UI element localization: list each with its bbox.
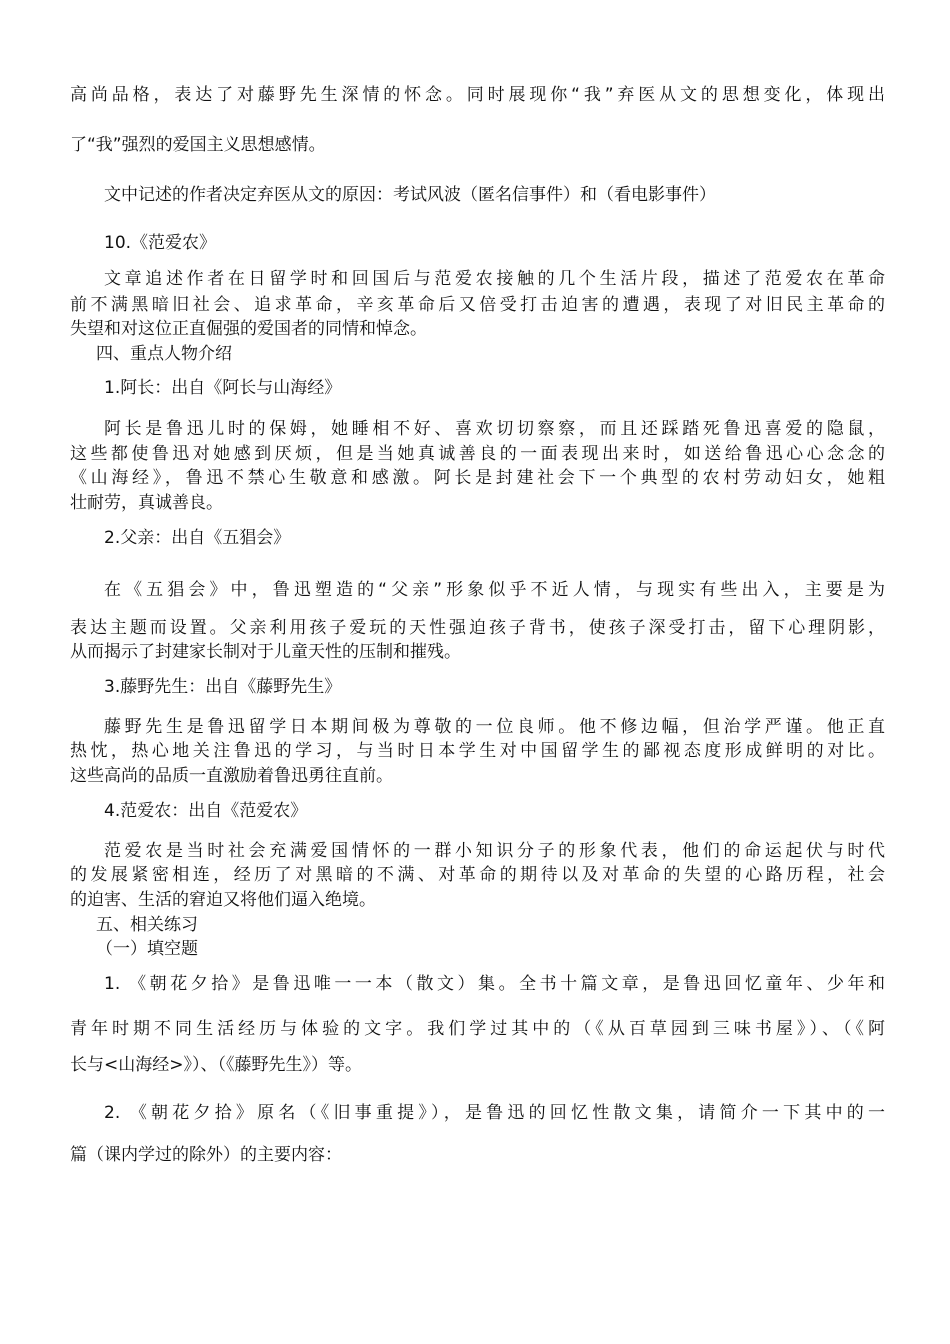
paragraph-line: 从而揭示了封建家长制对于儿童天性的压制和摧残。 (70, 642, 461, 662)
section-heading: 4.范爱农：出自《范爱农》 (104, 801, 308, 821)
paragraph-line: 《山海经》，鲁迅不禁心生敬意和感激。阿长是封建社会下一个典型的农村劳动妇女，她粗 (70, 468, 885, 488)
section-heading: 10.《范爱农》 (104, 233, 217, 253)
paragraph-line: 文章追述作者在日留学时和回国后与范爱农接触的几个生活片段，描述了范爱农在革命 (104, 269, 885, 289)
paragraph-line: 高尚品格，表达了对藤野先生深情的怀念。同时展现你“我”弃医从文的思想变化，体现出 (70, 85, 885, 105)
paragraph-line: 青年时期不同生活经历与体验的文字。我们学过其中的（《从百草园到三味书屋》）、（《阿 (70, 1019, 885, 1039)
paragraph-line: 前不满黑暗旧社会、追求革命，辛亥革命后又倍受打击迫害的遭遇，表现了对旧民主革命的 (70, 295, 885, 315)
paragraph-line: 藤野先生是鲁迅留学日本期间极为尊敬的一位良师。他不修边幅，但治学严谨。他正直 (104, 717, 885, 737)
paragraph-line: 2. 《朝花夕拾》原名（《旧事重提》），是鲁迅的回忆性散文集，请简介一下其中的一 (104, 1103, 885, 1123)
paragraph-line: 阿长是鲁迅儿时的保姆，她睡相不好、喜欢切切察察，而且还踩踏死鲁迅喜爱的隐鼠， (104, 419, 885, 439)
paragraph-line: 表达主题而设置。父亲利用孩子爱玩的天性强迫孩子背书，使孩子深受打击，留下心理阴影， (70, 618, 885, 638)
paragraph-line: 的迫害、生活的窘迫又将他们逼入绝境。 (70, 890, 376, 910)
paragraph-line: 1. 《朝花夕拾》是鲁迅唯一一本（散文）集。全书十篇文章，是鲁迅回忆童年、少年和 (104, 974, 885, 994)
paragraph-line: 长与<山海经>》）、（《藤野先生》）等。 (70, 1055, 362, 1075)
paragraph-line: 文中记述的作者决定弃医从文的原因：考试风波（匿名信事件）和（看电影事件） (104, 185, 716, 205)
paragraph-line: 在《五猖会》中，鲁迅塑造的“父亲”形象似乎不近人情，与现实有些出入，主要是为 (104, 580, 885, 600)
paragraph-line: 的发展紧密相连，经历了对黑暗的不满、对革命的期待以及对革命的失望的心路历程，社会 (70, 865, 885, 885)
paragraph-line: 热忱，热心地关注鲁迅的学习，与当时日本学生对中国留学生的鄙视态度形成鲜明的对比。 (70, 741, 885, 761)
paragraph-line: 失望和对这位正直倔强的爱国者的同情和悼念。 (70, 319, 427, 339)
paragraph-line: 这些高尚的品质一直激励着鲁迅勇往直前。 (70, 766, 393, 786)
section-heading: 1.阿长：出自《阿长与山海经》 (104, 378, 342, 398)
section-heading: （一）填空题 (96, 939, 198, 959)
section-heading: 五、相关练习 (96, 915, 198, 935)
paragraph-line: 了“我”强烈的爱国主义思想感情。 (70, 135, 326, 155)
paragraph-line: 篇（课内学过的除外）的主要内容： (70, 1145, 342, 1165)
paragraph-line: 范爱农是当时社会充满爱国情怀的一群小知识分子的形象代表，他们的命运起伏与时代 (104, 841, 885, 861)
section-heading: 2.父亲：出自《五猖会》 (104, 528, 291, 548)
section-heading: 四、重点人物介绍 (96, 344, 232, 364)
section-heading: 3.藤野先生：出自《藤野先生》 (104, 677, 342, 697)
paragraph-line: 壮耐劳，真诚善良。 (70, 493, 223, 513)
paragraph-line: 这些都使鲁迅对她感到厌烦，但是当她真诚善良的一面表现出来时，如送给鲁迅心心念念的 (70, 444, 885, 464)
